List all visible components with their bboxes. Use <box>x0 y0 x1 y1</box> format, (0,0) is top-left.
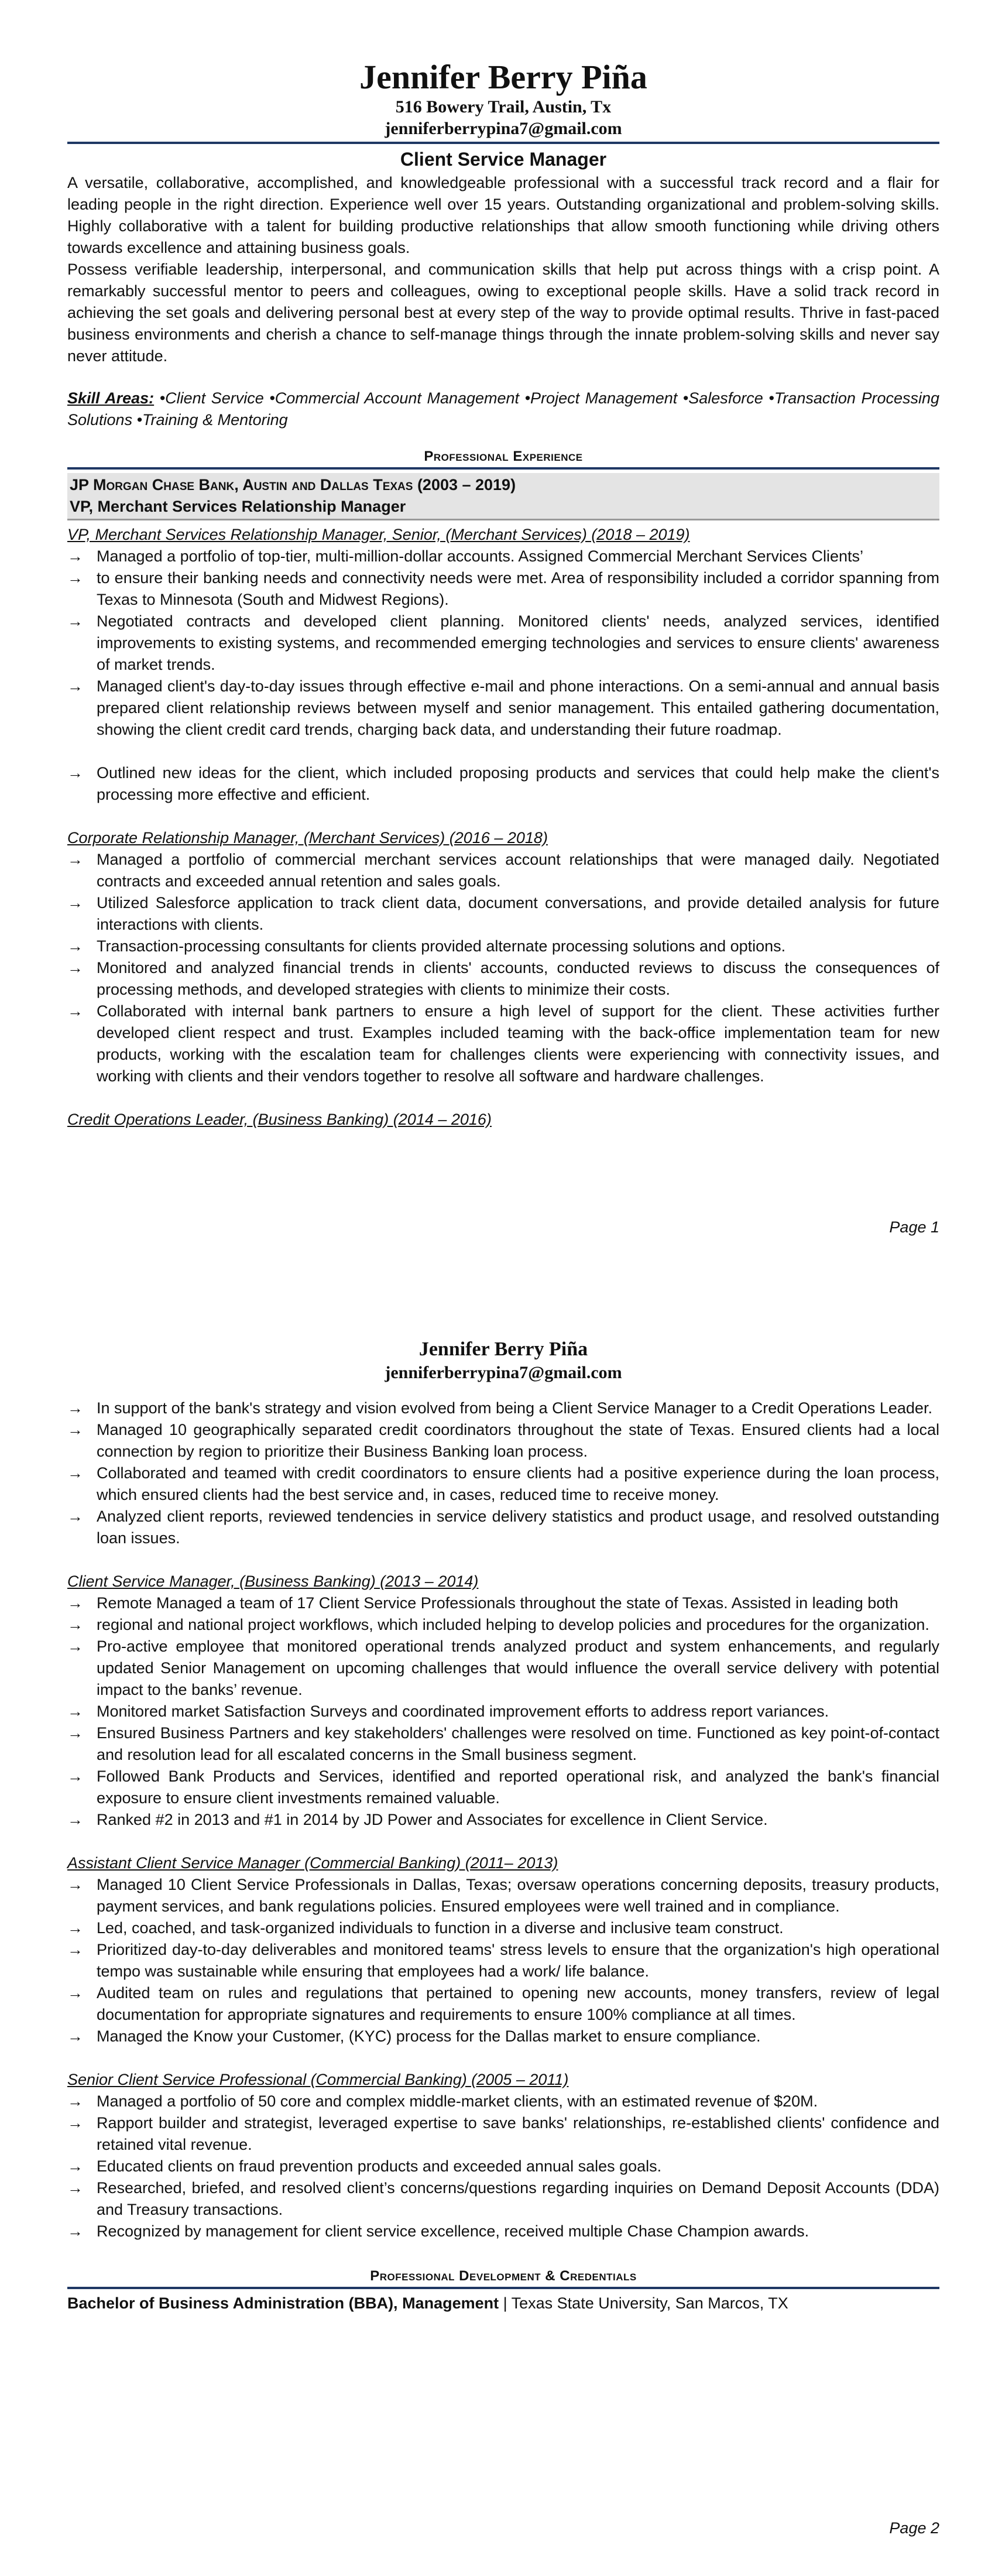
list-item: → Researched, briefed, and resolved client’s concerns/questions regarding inquiries on Demand Deposit Accounts (DDA) and Treasury transactions. <box>67 2177 939 2221</box>
arrow-bullet-icon: → <box>67 2114 83 2132</box>
section-heading-development: Professional Development & Credentials <box>370 2268 637 2284</box>
arrow-bullet-icon: → <box>67 2092 83 2110</box>
list-item: → Utilized Salesforce application to track client data, document conversations, and provide detailed analysis for future interactions with clients. <box>67 892 939 936</box>
role-title: Credit Operations Leader, (Business Banking) (2014 – 2016) <box>67 1111 492 1128</box>
arrow-bullet-icon: → <box>67 1421 83 1438</box>
employer-block <box>67 473 939 520</box>
arrow-bullet-icon: → <box>67 1876 83 1893</box>
role-bullets <box>67 1397 939 1549</box>
role-title: Client Service Manager, (Business Banking) (2013 – 2014) <box>67 1573 479 1590</box>
degree-name: Bachelor of Business Administration (BBA), Management <box>67 2294 499 2312</box>
arrow-bullet-icon: → <box>67 1508 83 1525</box>
role-title: VP, Merchant Services Relationship Manager, Senior, (Merchant Services) (2018 – 2019) <box>67 526 690 543</box>
arrow-bullet-icon: → <box>67 569 83 587</box>
arrow-bullet-icon: → <box>67 1811 83 1828</box>
list-item: → Audited team on rules and regulations that pertained to opening new accounts, money transfers, review of legal documentation for appropriate signatures and requirements to ensure 100% compliance at all times. <box>67 1982 939 2026</box>
employer-name: JP Morgan Chase Bank, Austin and Dallas Texas <box>70 476 413 494</box>
arrow-bullet-icon: → <box>67 1399 83 1417</box>
candidate-email: jenniferberrypina7@gmail.com <box>385 119 622 138</box>
school-name: | Texas State University, San Marcos, TX <box>499 2294 788 2312</box>
list-item: → Outlined new ideas for the client, which included proposing products and services that could help make the client's processing more effective and efficient. <box>67 762 939 806</box>
arrow-bullet-icon: → <box>67 612 83 630</box>
page-number: Page 2 <box>889 2519 939 2537</box>
arrow-bullet-icon: → <box>67 2157 83 2175</box>
arrow-bullet-icon: → <box>67 547 83 565</box>
employer-title: VP, Merchant Services Relationship Manager <box>70 498 406 515</box>
list-item: → Managed 10 geographically separated credit coordinators throughout the state of Texas. Ensured clients had a local connection by region to prioritize their Business Banking loan process. <box>67 1419 939 1462</box>
arrow-bullet-icon: → <box>67 1984 83 2002</box>
candidate-address: 516 Bowery Trail, Austin, Tx <box>395 97 612 117</box>
arrow-bullet-icon: → <box>67 851 83 868</box>
list-item: → Analyzed client reports, reviewed tendencies in service delivery statistics and product usage, and resolved outstanding loan issues. <box>67 1506 939 1549</box>
arrow-bullet-icon: → <box>67 1767 83 1785</box>
arrow-bullet-icon: → <box>67 1703 83 1720</box>
list-item: → Recognized by management for client service excellence, received multiple Chase Champion awards. <box>67 2221 939 2242</box>
arrow-bullet-icon: → <box>67 937 83 955</box>
list-item: → Prioritized day-to-day deliverables and monitored teams' stress levels to ensure that the organization's high operational tempo was sustainable while ensuring that employees had a work/ life balance. <box>67 1939 939 1982</box>
section-divider <box>67 467 939 470</box>
summary-paragraph: A versatile, collaborative, accomplished, and knowledgeable professional with a successful track record and a flair for leading people in the right direction. Experience well over 15 years. Outstanding organizational and problem-solving skills. Highly collaborative with a talent for building productive relationships that allow smooth functioning while driving others towards excellence and attaining business goals. <box>67 174 939 256</box>
skill-areas <box>67 388 939 431</box>
role-title: Senior Client Service Professional (Commercial Banking) (2005 – 2011) <box>67 2071 569 2088</box>
summary-paragraph: Possess verifiable leadership, interpersonal, and communication skills that help put across things with a crisp point. A remarkably successful mentor to peers and colleagues, owing to exceptional people skills. Have a solid track record in achieving the set goals and delivering personal best at every step of the way to provide optimal results. Thrive in fast-paced business environments and cherish a chance to self-manage things through the innate problem-solving skills and never say never attitude. <box>67 261 939 365</box>
list-item: → Monitored market Satisfaction Surveys and coordinated improvement efforts to address report variances. <box>67 1701 939 1722</box>
employer-years: (2003 – 2019) <box>413 476 516 494</box>
list-item: → to ensure their banking needs and connectivity needs were met. Area of responsibility included a corridor spanning from Texas to Minnesota (South and Midwest Regions). <box>67 567 939 611</box>
list-item: → Collaborated with internal bank partners to ensure a high level of support for the client. These activities further developed client respect and trust. Examples included teaming with the back-office implementation team for new products, working with the escalation team for challenges clients were experiencing with connectivity issues, and working with clients and their vendors together to resolve all software and hardware challenges. <box>67 1001 939 1087</box>
list-item: → Managed client's day-to-day issues through effective e-mail and phone interactions. On a semi-annual and annual basis prepared client relationship reviews between myself and senior management. This entailed gathering documentation, showing the client credit card trends, charging back data, and understanding their future roadmap. <box>67 676 939 741</box>
list-item: → Ranked #2 in 2013 and #1 in 2014 by JD Power and Associates for excellence in Client Service. <box>67 1809 939 1831</box>
list-item: → Monitored and analyzed financial trends in clients' accounts, conducted reviews to discuss the consequences of processing methods, and developed strategies with clients to minimize their costs. <box>67 957 939 1001</box>
role-bullets <box>67 2091 939 2242</box>
list-item: → Managed a portfolio of commercial merchant services account relationships that were managed daily. Negotiated contracts and exceeded annual retention and sales goals. <box>67 849 939 892</box>
section-heading-experience: Professional Experience <box>424 448 583 464</box>
arrow-bullet-icon: → <box>67 894 83 912</box>
role-bullets <box>67 1874 939 2047</box>
education-entry <box>67 2293 939 2314</box>
role-title: Assistant Client Service Manager (Commercial Banking) (2011– 2013) <box>67 1854 558 1872</box>
section-divider <box>67 2287 939 2289</box>
list-item: → Followed Bank Products and Services, identified and reported operational risk, and analyzed the bank's financial exposure to ensure client investments remained valuable. <box>67 1766 939 1809</box>
job-title: Client Service Manager <box>400 149 607 170</box>
list-item: → regional and national project workflows, which included helping to develop policies and procedures for the organization. <box>67 1614 939 1636</box>
list-item: → In support of the bank's strategy and vision evolved from being a Client Service Manager to a Credit Operations Leader. <box>67 1397 939 1419</box>
list-item: → Managed a portfolio of 50 core and complex middle-market clients, with an estimated revenue of $20M. <box>67 2091 939 2112</box>
list-item: → Managed 10 Client Service Professionals in Dallas, Texas; oversaw operations concerning deposits, treasury products, payment services, and bank regulations policies. Ensured employees were well trained and in compliance. <box>67 1874 939 1917</box>
candidate-name: Jennifer Berry Piña <box>359 58 647 96</box>
resume-page-2 <box>0 1288 995 2576</box>
arrow-bullet-icon: → <box>67 2027 83 2045</box>
role-bullets <box>67 546 939 806</box>
arrow-bullet-icon: → <box>67 1464 83 1482</box>
list-item: → Collaborated and teamed with credit coordinators to ensure clients had a positive experience during the loan process, which ensured clients had the best service and, in cases, reduced time to receive money. <box>67 1462 939 1506</box>
arrow-bullet-icon: → <box>67 2222 83 2240</box>
role-bullets <box>67 849 939 1087</box>
arrow-bullet-icon: → <box>67 959 83 977</box>
role-bullets <box>67 1592 939 1831</box>
arrow-bullet-icon: → <box>67 1002 83 1020</box>
candidate-email: jenniferberrypina7@gmail.com <box>385 1363 622 1382</box>
arrow-bullet-icon: → <box>67 2179 83 2197</box>
arrow-bullet-icon: → <box>67 1638 83 1655</box>
arrow-bullet-icon: → <box>67 1941 83 1958</box>
list-item: → Remote Managed a team of 17 Client Service Professionals throughout the state of Texas. Assisted in leading both <box>67 1592 939 1614</box>
header-divider <box>67 142 939 144</box>
arrow-bullet-icon: → <box>67 764 83 782</box>
list-item: → Educated clients on fraud prevention products and exceeded annual sales goals. <box>67 2156 939 2177</box>
list-item: → Managed the Know your Customer, (KYC) process for the Dallas market to ensure compliance. <box>67 2026 939 2047</box>
arrow-bullet-icon: → <box>67 1919 83 1937</box>
list-item: → Rapport builder and strategist, leveraged expertise to save banks' relationships, re-established clients' confidence and retained vital revenue. <box>67 2112 939 2156</box>
arrow-bullet-icon: → <box>67 1724 83 1742</box>
list-item: → Transaction-processing consultants for clients provided alternate processing solutions and options. <box>67 936 939 957</box>
skill-areas-label: Skill Areas: <box>67 389 155 407</box>
list-item: → Led, coached, and task-organized individuals to function in a diverse and inclusive team construct. <box>67 1917 939 1939</box>
list-item: → Pro-active employee that monitored operational trends analyzed product and system enhancements, and regularly updated Senior Management on upcoming challenges that would influence the overall service delivery with potential impact to the banks’ revenue. <box>67 1636 939 1701</box>
arrow-bullet-icon: → <box>67 1616 83 1633</box>
skill-areas-list: •Client Service •Commercial Account Management •Project Management •Salesforce •Transaction Processing Solutions •Training & Mentoring <box>67 389 940 429</box>
arrow-bullet-icon: → <box>67 677 83 695</box>
role-title: Corporate Relationship Manager, (Merchant Services) (2016 – 2018) <box>67 829 548 847</box>
candidate-name: Jennifer Berry Piña <box>418 1338 588 1360</box>
page-number: Page 1 <box>889 1218 939 1236</box>
list-item: → Managed a portfolio of top-tier, multi-million-dollar accounts. Assigned Commercial Merchant Services Clients’ <box>67 546 939 567</box>
list-item: → Negotiated contracts and developed client planning. Monitored clients' needs, analyzed services, identified improvements to existing systems, and recommended emerging technologies and services to ensure clients' awareness of market trends. <box>67 611 939 676</box>
arrow-bullet-icon: → <box>67 1594 83 1612</box>
list-item: → Ensured Business Partners and key stakeholders' challenges were resolved on time. Functioned as key point-of-contact and resolution lead for all escalated concerns in the Small business segment. <box>67 1722 939 1766</box>
